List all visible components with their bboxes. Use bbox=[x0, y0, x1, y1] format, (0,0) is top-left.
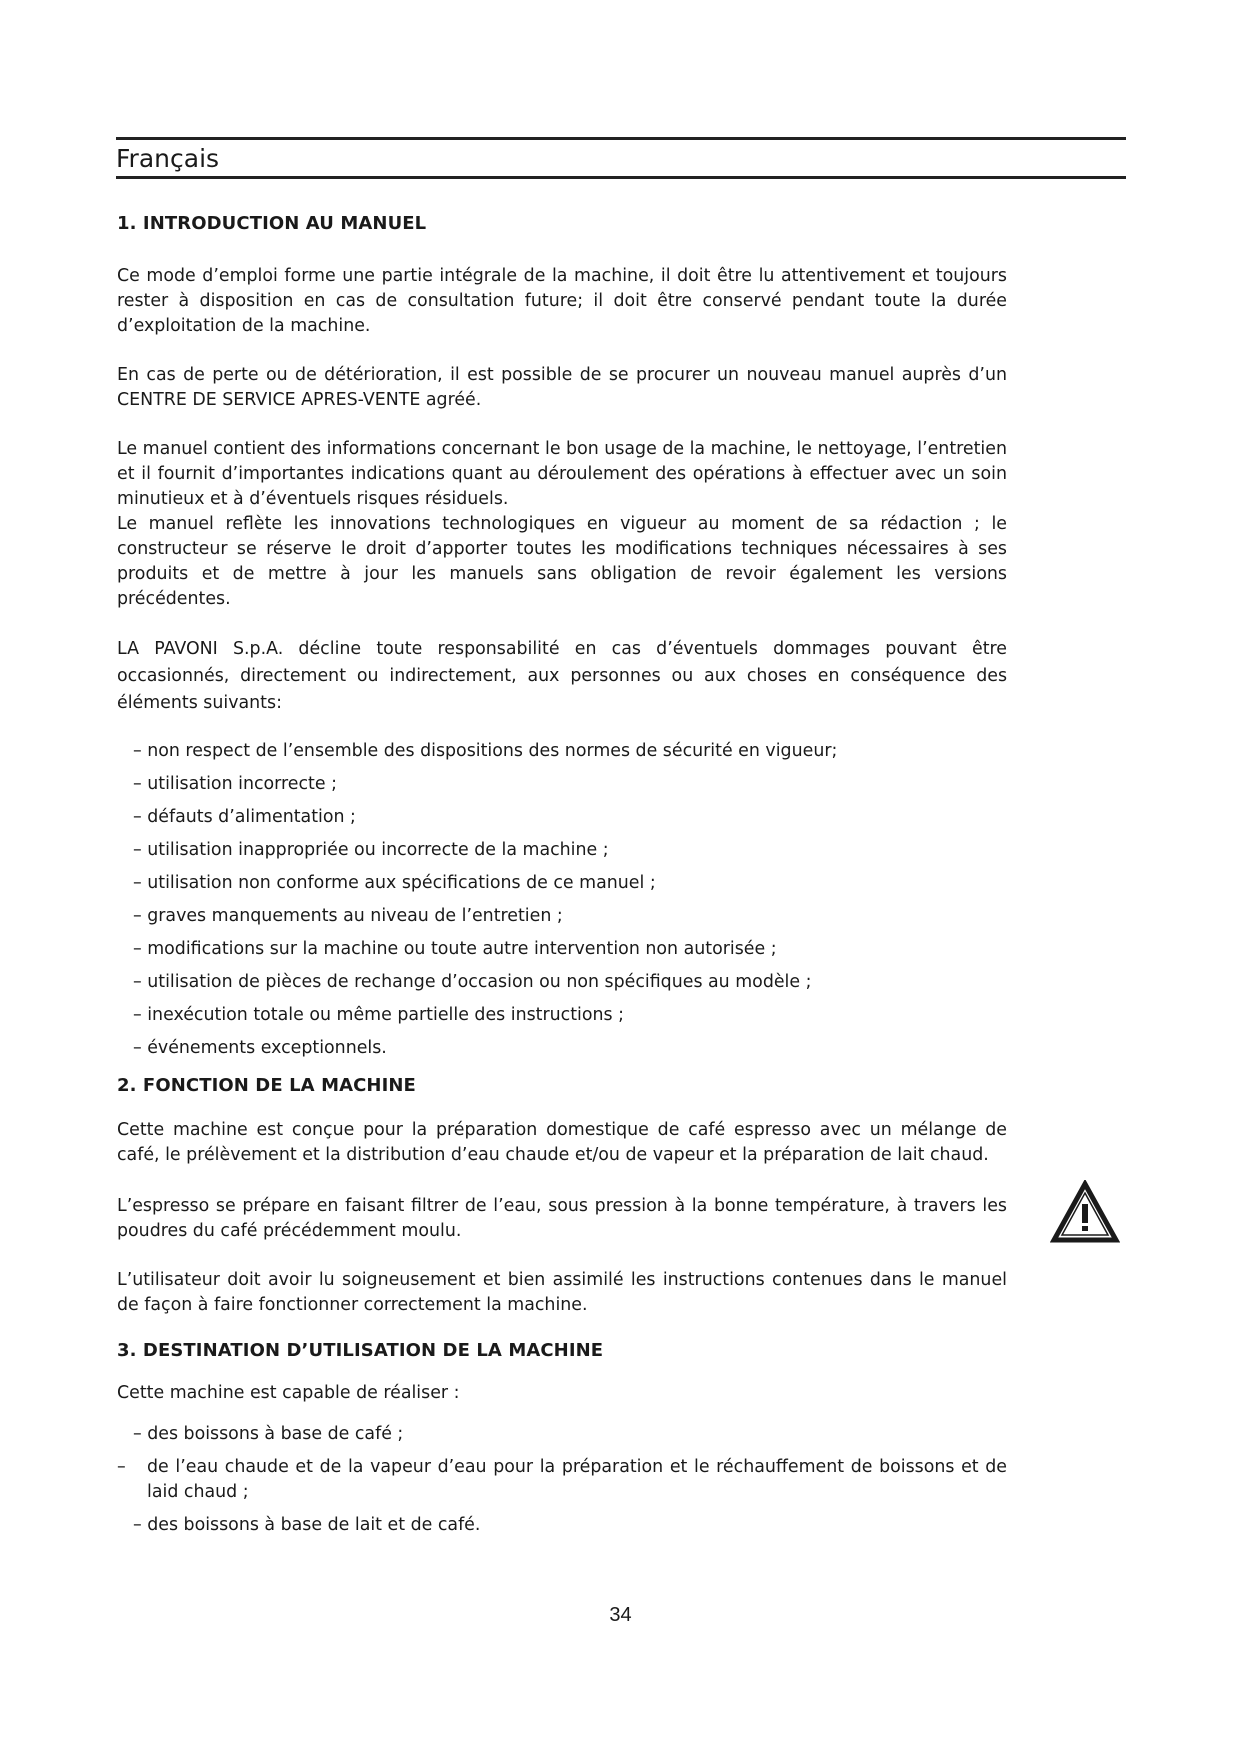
list-item: – non respect de l’ensemble des dispositions des normes de sécurité en vigueur; bbox=[133, 741, 838, 761]
section-1-paragraph-2: En cas de perte ou de détérioration, il est possible de se procurer un nouveau manuel auprès d’un CENTRE DE SERVICE APRES-VENTE agréé. bbox=[117, 365, 1007, 410]
language-heading: Français bbox=[116, 144, 220, 173]
list-item: – des boissons à base de lait et de café. bbox=[133, 1515, 481, 1535]
header-bottom-rule bbox=[116, 176, 1126, 179]
capabilities-list-end bbox=[117, 1513, 1007, 1538]
list-item: – inexécution totale ou même partielle des instructions ; bbox=[133, 1005, 624, 1025]
capabilities-list bbox=[117, 1422, 1007, 1447]
section-1-paragraph-1: Ce mode d’emploi forme une partie intégrale de la machine, il doit être lu attentivement et toujours rester à disposition en cas de consultation future; il doit être conservé pendant toute la durée d’exploitation de la machine. bbox=[117, 266, 1007, 336]
section-2-paragraph-1: Cette machine est conçue pour la préparation domestique de café espresso avec un mélange de café, le prélèvement et la distribution d’eau chaude et/ou de vapeur et la préparation de lait chaud. bbox=[117, 1120, 1007, 1165]
list-item: – graves manquements au niveau de l’entretien ; bbox=[133, 906, 563, 926]
list-item: – événements exceptionnels. bbox=[133, 1038, 387, 1058]
section-1-paragraph-3: Le manuel contient des informations concernant le bon usage de la machine, le nettoyage, l’entretien et il fournit d’importantes indications quant au déroulement des opérations à effectuer avec un soin minutieux et à d’éventuels risques résiduels. bbox=[117, 439, 1007, 509]
liability-list bbox=[117, 739, 1007, 1061]
section-1-title: 1. INTRODUCTION AU MANUEL bbox=[117, 213, 427, 234]
section-3-intro: Cette machine est capable de réaliser : bbox=[117, 1383, 460, 1403]
list-item bbox=[117, 1455, 1007, 1505]
list-item-text: de l’eau chaude et de la vapeur d’eau pour la préparation et le réchauffement de boissons et de laid chaud ; bbox=[147, 1457, 1007, 1502]
section-2-title: 2. FONCTION DE LA MACHINE bbox=[117, 1075, 416, 1096]
list-item: – utilisation inappropriée ou incorrecte de la machine ; bbox=[133, 840, 609, 860]
list-item: – défauts d’alimentation ; bbox=[133, 807, 356, 827]
section-1-paragraph-5: LA PAVONI S.p.A. décline toute responsabilité en cas d’éventuels dommages pouvant être occasionnés, directement ou indirectement, aux personnes ou aux choses en conséquence des éléments suivants: bbox=[117, 639, 1007, 713]
list-item: – utilisation non conforme aux spécifications de ce manuel ; bbox=[133, 873, 656, 893]
list-item: – utilisation de pièces de rechange d’occasion ou non spécifiques au modèle ; bbox=[133, 972, 812, 992]
page-number: 34 bbox=[609, 1604, 632, 1626]
section-3-title: 3. DESTINATION D’UTILISATION DE LA MACHINE bbox=[117, 1340, 604, 1361]
section-2-paragraph-2: L’espresso se prépare en faisant filtrer de l’eau, sous pression à la bonne température, à travers les poudres du café précédemment moulu. bbox=[117, 1196, 1007, 1241]
list-item: – utilisation incorrecte ; bbox=[133, 774, 337, 794]
page-content bbox=[117, 213, 1007, 1546]
header-top-rule bbox=[116, 137, 1126, 140]
warning-triangle-icon bbox=[1050, 1180, 1120, 1244]
section-1-paragraph-4: Le manuel reflète les innovations technologiques en vigueur au moment de sa rédaction ; le constructeur se réserve le droit d’apporter toutes les modifications techniques nécessaires à ses produits et de mettre à jour les manuels sans obligation de revoir également les versions précédentes. bbox=[117, 514, 1007, 609]
list-item: – modifications sur la machine ou toute autre intervention non autorisée ; bbox=[133, 939, 777, 959]
list-item: – des boissons à base de café ; bbox=[133, 1424, 404, 1444]
section-2-paragraph-3: L’utilisateur doit avoir lu soigneusement et bien assimilé les instructions contenues dans le manuel de façon à faire fonctionner correctement la machine. bbox=[117, 1270, 1007, 1315]
list-dash: – bbox=[117, 1457, 126, 1477]
